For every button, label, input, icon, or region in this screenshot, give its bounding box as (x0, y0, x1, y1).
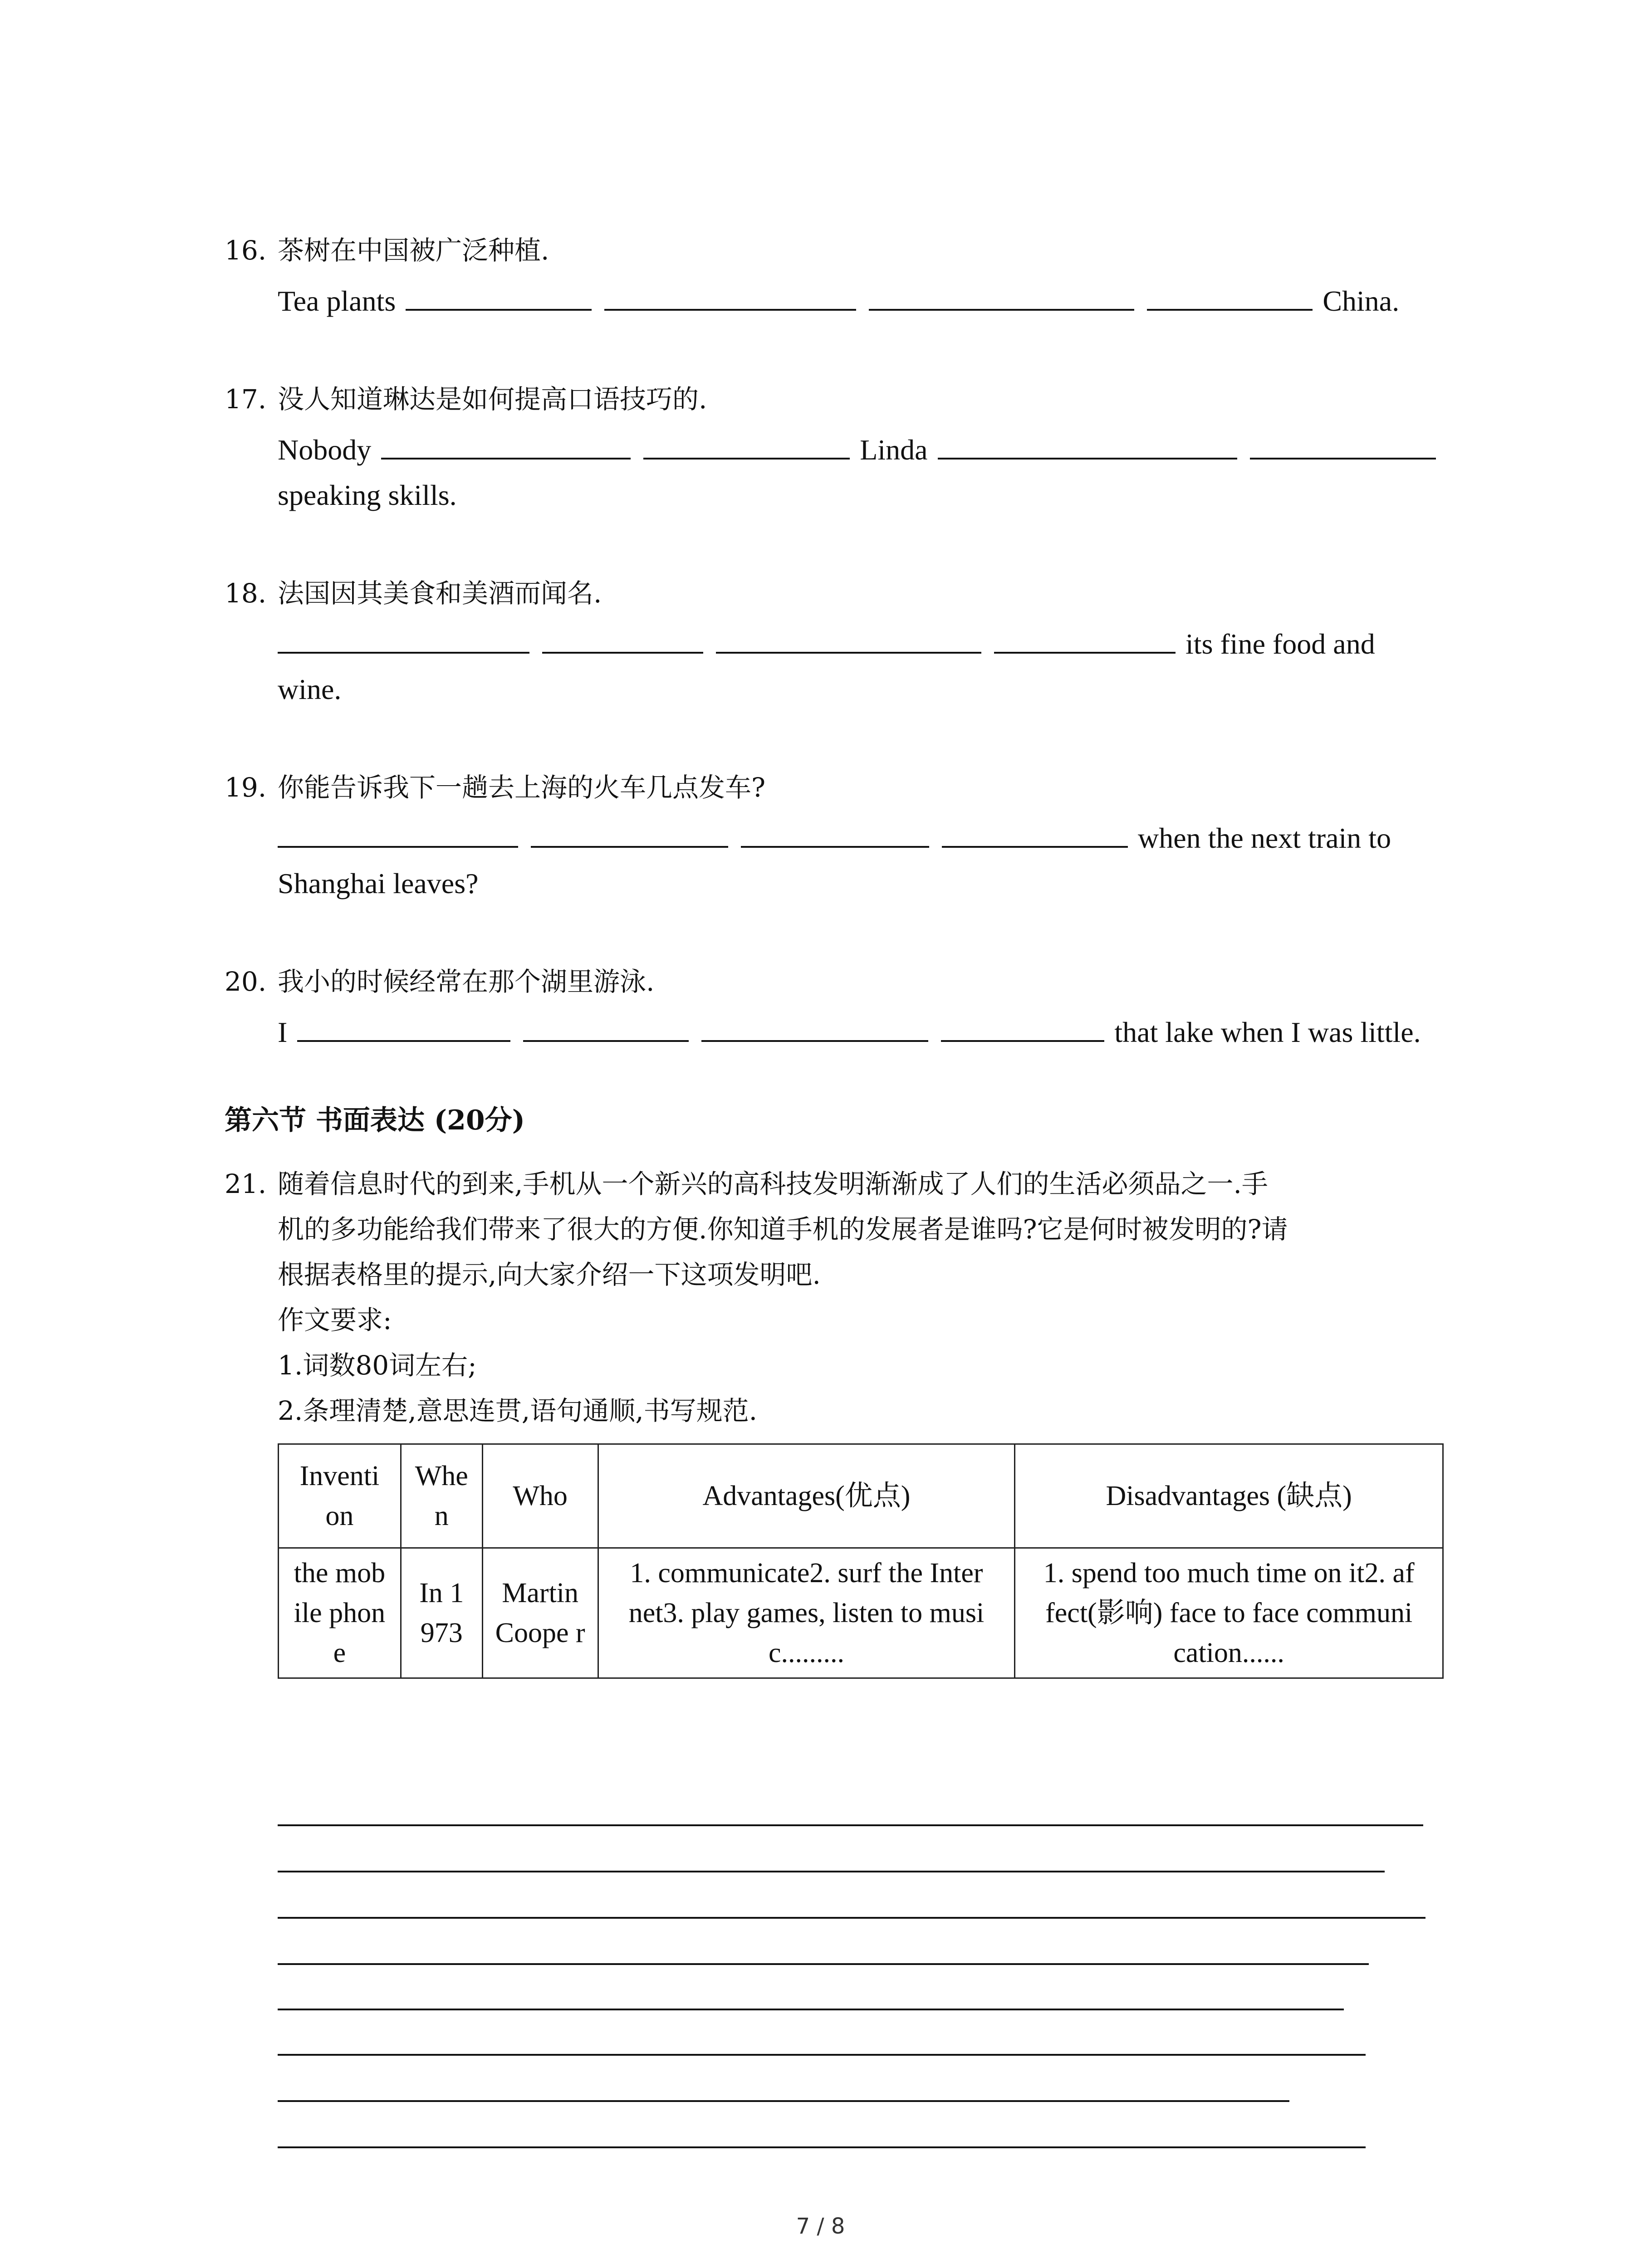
question-prompt: 你能告诉我下一趟去上海的火车几点发车? (278, 772, 766, 803)
question-prompt: 没人知道琳达是如何提高口语技巧的. (278, 384, 707, 415)
table-row (279, 1548, 1443, 1678)
question-number: 20. (225, 966, 267, 997)
answer-blank[interactable] (406, 281, 592, 311)
table-cell: Martin Coope r (482, 1548, 598, 1678)
essay-prompt-line: 随着信息时代的到来,手机从一个新兴的高科技发明渐渐成了人们的生活必须品之一.手 (278, 1168, 1268, 1199)
requirement-item: 1.词数80词左右; (278, 1350, 477, 1381)
hint-table (278, 1443, 1444, 1679)
answer-blank[interactable] (741, 818, 929, 848)
writing-line[interactable] (278, 2009, 1344, 2010)
sentence-end: its fine food and (1185, 628, 1375, 660)
answer-blank[interactable] (297, 1012, 510, 1042)
writing-line[interactable] (278, 2146, 1366, 2148)
answer-blank[interactable] (278, 624, 529, 654)
sentence-start: Nobody (278, 434, 372, 466)
writing-line[interactable] (278, 2100, 1289, 2102)
sentence-continuation: wine. (278, 673, 342, 705)
question-prompt: 我小的时候经常在那个湖里游泳. (278, 966, 655, 997)
answer-blank[interactable] (994, 624, 1176, 654)
answer-blank[interactable] (531, 818, 728, 848)
essay-prompt-line: 机的多功能给我们带来了很大的方便.你知道手机的发展者是谁吗?它是何时被发明的?请 (278, 1214, 1288, 1245)
table-header: Disadvantages (缺点) (1015, 1444, 1443, 1548)
question-number: 19. (225, 772, 267, 803)
table-header: Advantages(优点) (598, 1444, 1015, 1548)
table-header: Whe n (401, 1444, 482, 1548)
answer-blank[interactable] (938, 430, 1237, 459)
sentence-start: I (278, 1016, 288, 1048)
table-cell: the mob ile phon e (279, 1548, 401, 1678)
question-number: 18. (225, 578, 267, 609)
question-prompt: 法国因其美食和美酒而闻名. (278, 578, 602, 609)
answer-blank[interactable] (604, 281, 856, 311)
question-number: 21. (225, 1168, 267, 1199)
answer-blank[interactable] (643, 430, 850, 459)
answer-blank[interactable] (1147, 281, 1313, 311)
question-19 (225, 769, 1459, 906)
answer-blank[interactable] (942, 818, 1128, 848)
writing-line[interactable] (278, 1871, 1385, 1872)
answer-blank[interactable] (941, 1012, 1104, 1042)
table-header: Inventi on (279, 1444, 401, 1548)
requirements-title: 作文要求: (278, 1305, 392, 1335)
writing-line[interactable] (278, 2054, 1366, 2056)
table-cell: 1. spend too much time on it2. af fect(影响) face to face communi cation...... (1015, 1548, 1443, 1678)
writing-line[interactable] (278, 1963, 1369, 1965)
sentence-end: China. (1323, 285, 1400, 317)
answer-blank[interactable] (381, 430, 631, 459)
question-number: 16. (225, 235, 267, 266)
page-number: 7 / 8 (796, 2214, 845, 2239)
question-prompt: 茶树在中国被广泛种植. (278, 235, 549, 266)
question-17 (225, 381, 1459, 518)
answer-blank[interactable] (869, 281, 1134, 311)
sentence-continuation: Shanghai leaves? (278, 867, 479, 899)
requirement-item: 2.条理清楚,意思连贯,语句通顺,书写规范. (278, 1395, 758, 1426)
sentence-continuation: speaking skills. (278, 479, 457, 511)
question-21 (225, 1161, 1459, 1433)
answer-blank[interactable] (1250, 430, 1436, 459)
writing-line[interactable] (278, 1917, 1425, 1919)
sentence-start: Tea plants (278, 285, 396, 317)
sentence-end: when the next train to (1138, 822, 1391, 854)
answer-blank[interactable] (523, 1012, 689, 1042)
question-16 (225, 232, 1459, 324)
section-title: 第六节 书面表达 (20分) (225, 1105, 525, 1136)
answer-blank[interactable] (278, 818, 518, 848)
sentence-mid: Linda (860, 434, 928, 466)
question-number: 17. (225, 384, 267, 415)
question-18 (225, 575, 1459, 712)
table-header-row (279, 1444, 1443, 1548)
essay-prompt-line: 根据表格里的提示,向大家介绍一下这项发明吧. (278, 1259, 821, 1290)
writing-line[interactable] (278, 1824, 1423, 1826)
table-header: Who (482, 1444, 598, 1548)
answer-blank[interactable] (701, 1012, 928, 1042)
sentence-end: that lake when I was little. (1114, 1016, 1421, 1048)
answer-blank[interactable] (542, 624, 703, 654)
answer-blank[interactable] (716, 624, 981, 654)
question-20 (225, 963, 1459, 1055)
table-cell: In 1 973 (401, 1548, 482, 1678)
table-cell: 1. communicate2. surf the Inter net3. play games, listen to musi c......... (598, 1548, 1015, 1678)
